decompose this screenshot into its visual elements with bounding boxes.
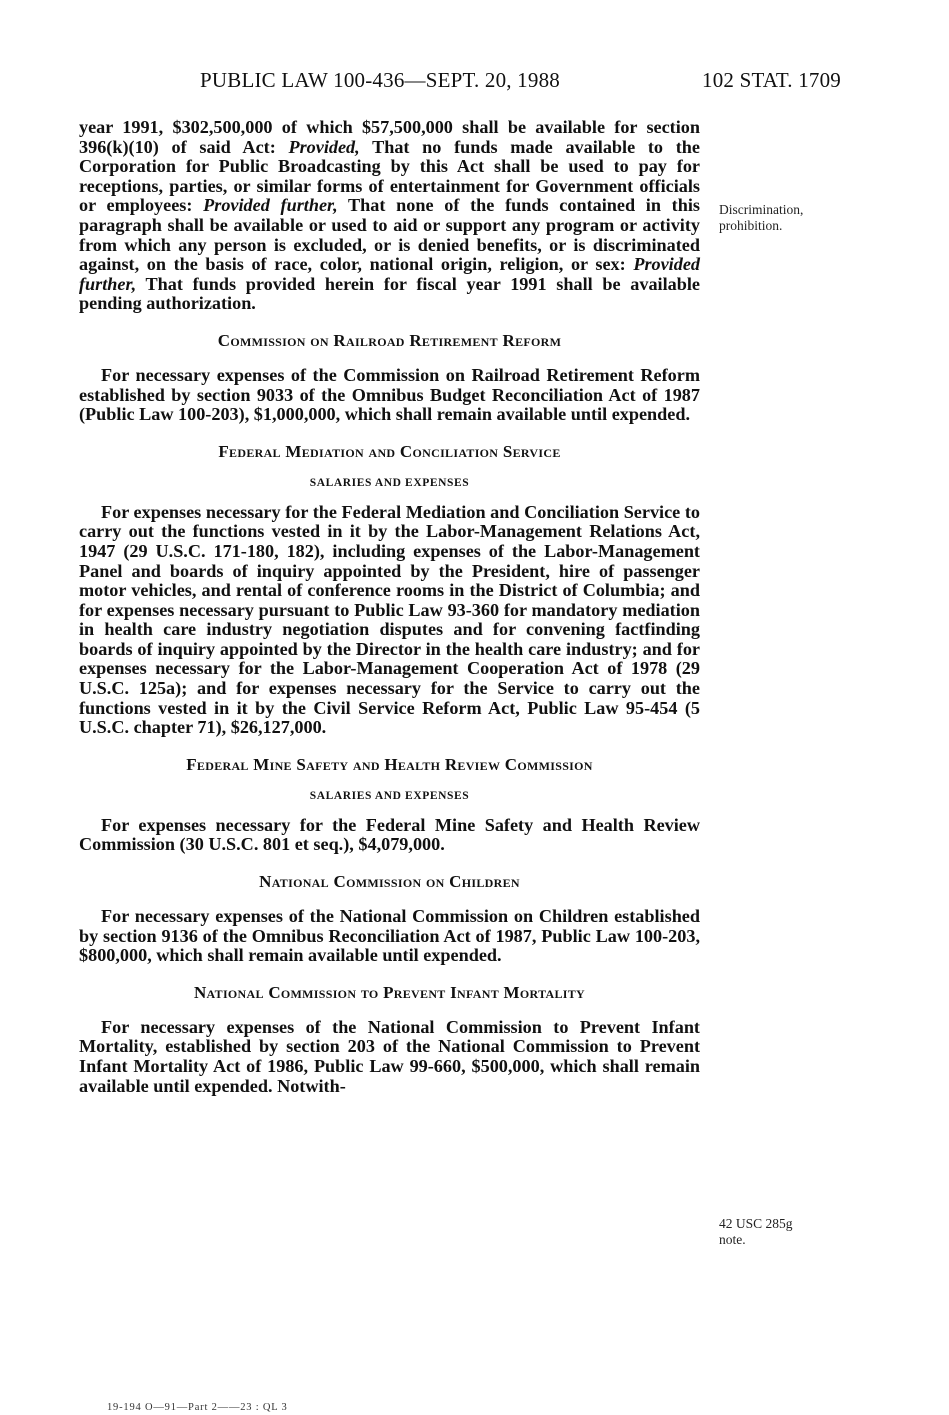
proviso-italic: Provided, <box>288 136 360 157</box>
running-head <box>0 68 949 98</box>
law-title: PUBLIC LAW 100-436—SEPT. 20, 1988 <box>200 68 560 92</box>
proviso-italic: Provided further, <box>203 195 338 216</box>
section-paragraph-federal-mediation: For expenses necessary for the Federal Mediation and Conciliation Service to carry out the functions vested in it by the Labor-Management Relations Act, 1947 (29 U.S.C. 171-180, 182), including expenses of the Labor-Management Panel and boards of inquiry appointed by the President, hire of passenger motor vehicles, and rental of conference rooms in the District of Columbia; and for expenses necessary pursuant to Public Law 93-360 for mandatory mediation in health care industry negotiation disputes and for convening factfinding boards of inquiry appointed by the Director in the health care industry; and for expenses necessary for the Labor-Management Cooperation Act of 1978 (29 U.S.C. 125a); and for expenses necessary for the Service to carry out the functions vested in it by the Civil Service Reform Act, Public Law 95-454 (5 U.S.C. chapter 71), $26,127,000. <box>79 501 700 738</box>
subheading-salaries-expenses: SALARIES AND EXPENSES <box>309 476 470 489</box>
section-heading-railroad-retirement: Commission on Railroad Retirement Reform <box>217 330 562 350</box>
proviso-italic: Provided further, <box>79 254 700 294</box>
section-paragraph-infant-mortality: For necessary expenses of the National Commission to Prevent Infant Mortality, established by section 203 of the National Commission to Prevent Infant Mortality Act of 1986, Public Law 99-660, $500,000, which shall remain available until expended. Notwith- <box>79 1016 700 1096</box>
margin-note-line: 42 USC 285g <box>719 1216 793 1231</box>
paragraph-text: That none of the funds contained in this paragraph shall be available or used to aid or support any program or activity from which any person is excluded, or is denied benefits, or is discriminated against, on the basis of race, color, national origin, religion, or sex: <box>79 195 700 275</box>
section-paragraph-commission-children: For necessary expenses of the National Commission on Children established by section 9136 of the Omnibus Reconciliation Act of 1987, Public Law 100-203, $800,000, which shall remain available until expended. <box>79 906 700 966</box>
section-heading-federal-mediation: Federal Mediation and Conciliation Service <box>218 441 561 461</box>
margin-note-usc-citation <box>719 1216 793 1248</box>
margin-note-line: note. <box>719 1232 746 1247</box>
statute-page-number: 102 STAT. 1709 <box>702 68 841 92</box>
section-heading-infant-mortality: National Commission to Prevent Infant Mortality <box>193 982 585 1002</box>
section-heading-mine-safety: Federal Mine Safety and Health Review Commission <box>186 754 593 774</box>
margin-note-line: prohibition. <box>719 218 783 233</box>
section-paragraph-mine-safety: For expenses necessary for the Federal Mine Safety and Health Review Commission (30 U.S.C. 801 et seq.), $4,079,000. <box>79 814 700 855</box>
section-paragraph-railroad-retirement: For necessary expenses of the Commission on Railroad Retirement Reform established by section 9033 of the Omnibus Budget Reconciliation Act of 1987 (Public Law 100-203), $1,000,000, which shall remain available until expended. <box>79 364 700 425</box>
paragraph-text: year 1991, $302,500,000 of which $57,500,000 shall be available for section 396(k)(10) of said Act: <box>79 117 700 157</box>
printing-job-code: 19-194 O—91—Part 2——23 : QL 3 <box>107 1402 288 1413</box>
subheading-salaries-expenses: SALARIES AND EXPENSES <box>309 789 470 802</box>
paragraph-text: That no funds made available to the Corporation for Public Broadcasting by this Act shall be used to pay for receptions, parties, or similar forms of entertainment for Government officials or employees: <box>79 136 700 216</box>
continued-paragraph <box>79 118 700 314</box>
margin-note-line: Discrimination, <box>719 202 804 217</box>
section-heading-commission-children: National Commission on Children <box>259 872 520 892</box>
paragraph-text: That funds provided herein for fiscal year 1991 shall be available pending authorization. <box>79 273 700 314</box>
margin-note-discrimination <box>719 202 803 234</box>
body-column <box>79 118 700 1096</box>
